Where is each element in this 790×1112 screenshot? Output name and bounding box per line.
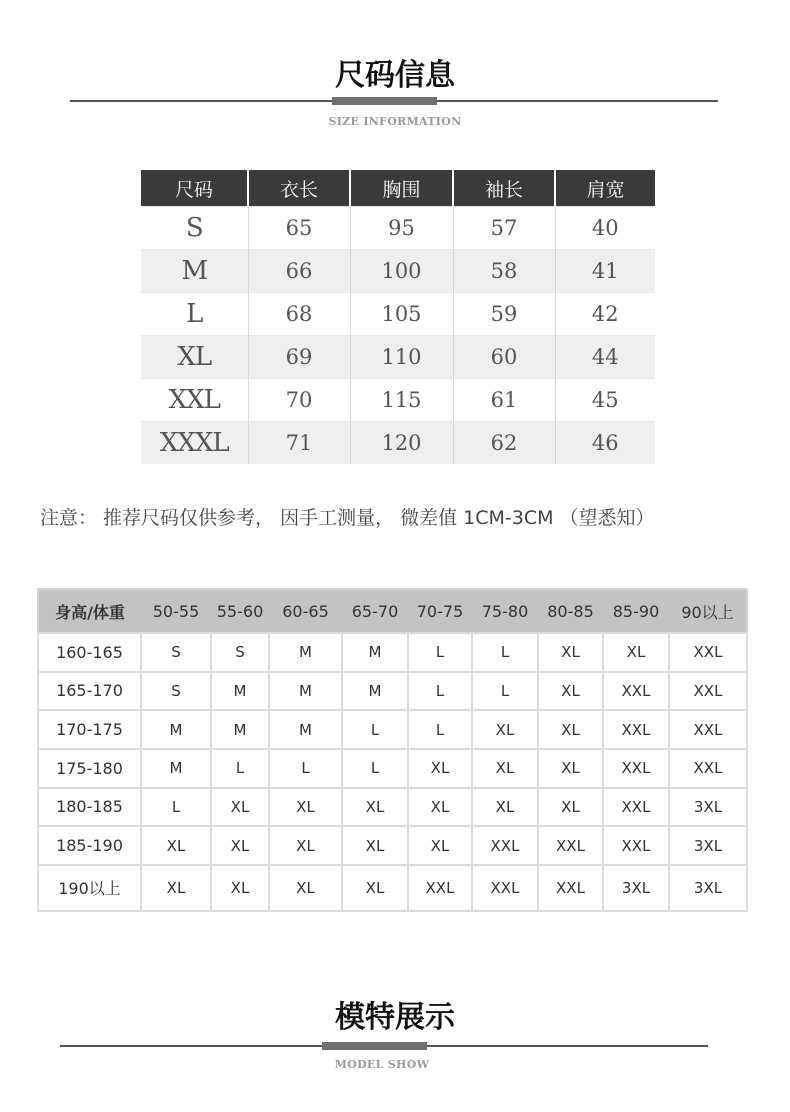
recommended-size-cell: 3XL (669, 788, 747, 827)
size-value-cell: 46 (555, 422, 655, 465)
hw-table-row (38, 788, 747, 827)
height-range-cell: 165-170 (38, 672, 141, 711)
recommended-size-cell: S (141, 672, 211, 711)
size-label-cell: S (141, 207, 248, 250)
size-value-cell: 120 (350, 422, 453, 465)
size-value-cell: 45 (555, 379, 655, 422)
recommended-size-cell: XL (342, 788, 408, 827)
size-value-cell: 100 (350, 250, 453, 293)
size-table-row (141, 422, 655, 465)
height-range-cell: 160-165 (38, 633, 141, 672)
size-table-header: 胸围 (350, 170, 453, 207)
size-value-cell: 105 (350, 293, 453, 336)
height-range-cell: 175-180 (38, 749, 141, 788)
weight-range-header: 80-85 (538, 589, 603, 633)
weight-range-header: 50-55 (141, 589, 211, 633)
recommended-size-cell: S (211, 633, 269, 672)
recommended-size-cell: XXL (603, 710, 669, 749)
size-label-cell: L (141, 293, 248, 336)
recommended-size-cell: M (342, 633, 408, 672)
recommended-size-cell: L (408, 672, 472, 711)
height-range-cell: 170-175 (38, 710, 141, 749)
recommended-size-cell: XL (538, 710, 603, 749)
size-table-header: 衣长 (248, 170, 350, 207)
size-table-row (141, 250, 655, 293)
recommended-size-cell: L (141, 788, 211, 827)
recommended-size-cell: XXL (669, 672, 747, 711)
size-value-cell: 58 (453, 250, 555, 293)
recommended-size-cell: XL (342, 865, 408, 911)
size-value-cell: 40 (555, 207, 655, 250)
recommended-size-cell: XXL (603, 749, 669, 788)
size-value-cell: 60 (453, 336, 555, 379)
recommended-size-cell: 3XL (603, 865, 669, 911)
model-show-subtitle: MODEL SHOW (334, 1058, 430, 1071)
recommended-size-cell: XL (141, 826, 211, 865)
size-value-cell: 65 (248, 207, 350, 250)
recommended-size-cell: XL (342, 826, 408, 865)
recommended-size-cell: M (342, 672, 408, 711)
hw-corner-header: 身高/体重 (38, 589, 141, 633)
recommended-size-cell: L (472, 633, 538, 672)
recommended-size-cell: XL (269, 788, 342, 827)
size-value-cell: 59 (453, 293, 555, 336)
hw-table-header-row (38, 589, 747, 633)
recommended-size-cell: XL (408, 788, 472, 827)
weight-range-header: 75-80 (472, 589, 538, 633)
recommended-size-cell: M (211, 710, 269, 749)
size-value-cell: 44 (555, 336, 655, 379)
recommended-size-cell: XL (538, 633, 603, 672)
recommended-size-cell: M (269, 633, 342, 672)
recommended-size-cell: M (211, 672, 269, 711)
size-label-cell: XL (141, 336, 248, 379)
recommended-size-cell: XL (472, 710, 538, 749)
recommended-size-cell: XL (211, 826, 269, 865)
recommended-size-cell: XL (538, 749, 603, 788)
size-label-cell: XXL (141, 379, 248, 422)
size-value-cell: 42 (555, 293, 655, 336)
size-value-cell: 95 (350, 207, 453, 250)
recommended-size-cell: XL (269, 865, 342, 911)
recommended-size-cell: M (141, 710, 211, 749)
recommended-size-cell: XL (141, 865, 211, 911)
size-table-row (141, 293, 655, 336)
recommended-size-cell: XL (211, 788, 269, 827)
recommended-size-cell: XXL (603, 672, 669, 711)
recommended-size-cell: XL (538, 672, 603, 711)
hw-table-row (38, 826, 747, 865)
recommended-size-cell: XXL (603, 826, 669, 865)
height-range-cell: 185-190 (38, 826, 141, 865)
recommended-size-cell: L (472, 672, 538, 711)
height-range-cell: 180-185 (38, 788, 141, 827)
weight-range-header: 65-70 (342, 589, 408, 633)
height-range-cell: 190以上 (38, 865, 141, 911)
size-value-cell: 69 (248, 336, 350, 379)
size-value-cell: 115 (350, 379, 453, 422)
title-divider-accent (332, 97, 437, 105)
measurement-note: 注意： 推荐尺码仅供参考， 因手工测量， 微差值 1CM-3CM （望悉知） (40, 507, 655, 529)
recommended-size-cell: XL (408, 749, 472, 788)
recommended-size-cell: XXL (603, 788, 669, 827)
size-value-cell: 41 (555, 250, 655, 293)
size-chart-table (141, 170, 655, 464)
size-table-row (141, 336, 655, 379)
size-table-row (141, 379, 655, 422)
size-value-cell: 61 (453, 379, 555, 422)
recommended-size-cell: XXL (669, 710, 747, 749)
model-divider-accent (322, 1042, 427, 1050)
recommended-size-cell: L (408, 633, 472, 672)
recommended-size-cell: XXL (669, 633, 747, 672)
size-info-title: 尺码信息 (335, 58, 455, 93)
size-info-subtitle: SIZE INFORMATION (328, 115, 462, 128)
recommended-size-cell: L (211, 749, 269, 788)
weight-range-header: 90以上 (669, 589, 747, 633)
size-value-cell: 70 (248, 379, 350, 422)
recommended-size-cell: XXL (669, 749, 747, 788)
recommended-size-cell: XL (269, 826, 342, 865)
recommended-size-cell: 3XL (669, 865, 747, 911)
height-weight-table (37, 588, 748, 912)
weight-range-header: 85-90 (603, 589, 669, 633)
recommended-size-cell: XL (408, 826, 472, 865)
recommended-size-cell: XXL (538, 826, 603, 865)
size-value-cell: 66 (248, 250, 350, 293)
recommended-size-cell: XXL (408, 865, 472, 911)
size-label-cell: M (141, 250, 248, 293)
size-table-header-row (141, 170, 655, 207)
model-show-title: 模特展示 (335, 1000, 455, 1035)
recommended-size-cell: L (408, 710, 472, 749)
size-value-cell: 62 (453, 422, 555, 465)
recommended-size-cell: XL (472, 749, 538, 788)
recommended-size-cell: XXL (472, 826, 538, 865)
weight-range-header: 70-75 (408, 589, 472, 633)
hw-table-row (38, 633, 747, 672)
weight-range-header: 60-65 (269, 589, 342, 633)
size-table-header: 袖长 (453, 170, 555, 207)
size-value-cell: 71 (248, 422, 350, 465)
size-table-header: 尺码 (141, 170, 248, 207)
hw-table-row (38, 865, 747, 911)
weight-range-header: 55-60 (211, 589, 269, 633)
recommended-size-cell: XL (603, 633, 669, 672)
size-value-cell: 110 (350, 336, 453, 379)
size-value-cell: 68 (248, 293, 350, 336)
hw-table-row (38, 710, 747, 749)
recommended-size-cell: L (269, 749, 342, 788)
recommended-size-cell: M (269, 710, 342, 749)
recommended-size-cell: XL (472, 788, 538, 827)
size-table-row (141, 207, 655, 250)
recommended-size-cell: XXL (538, 865, 603, 911)
size-label-cell: XXXL (141, 422, 248, 465)
recommended-size-cell: L (342, 749, 408, 788)
recommended-size-cell: M (141, 749, 211, 788)
recommended-size-cell: XL (211, 865, 269, 911)
hw-table-row (38, 749, 747, 788)
size-value-cell: 57 (453, 207, 555, 250)
recommended-size-cell: M (269, 672, 342, 711)
recommended-size-cell: L (342, 710, 408, 749)
recommended-size-cell: 3XL (669, 826, 747, 865)
size-table-header: 肩宽 (555, 170, 655, 207)
recommended-size-cell: S (141, 633, 211, 672)
recommended-size-cell: XXL (472, 865, 538, 911)
recommended-size-cell: XL (538, 788, 603, 827)
hw-table-row (38, 672, 747, 711)
